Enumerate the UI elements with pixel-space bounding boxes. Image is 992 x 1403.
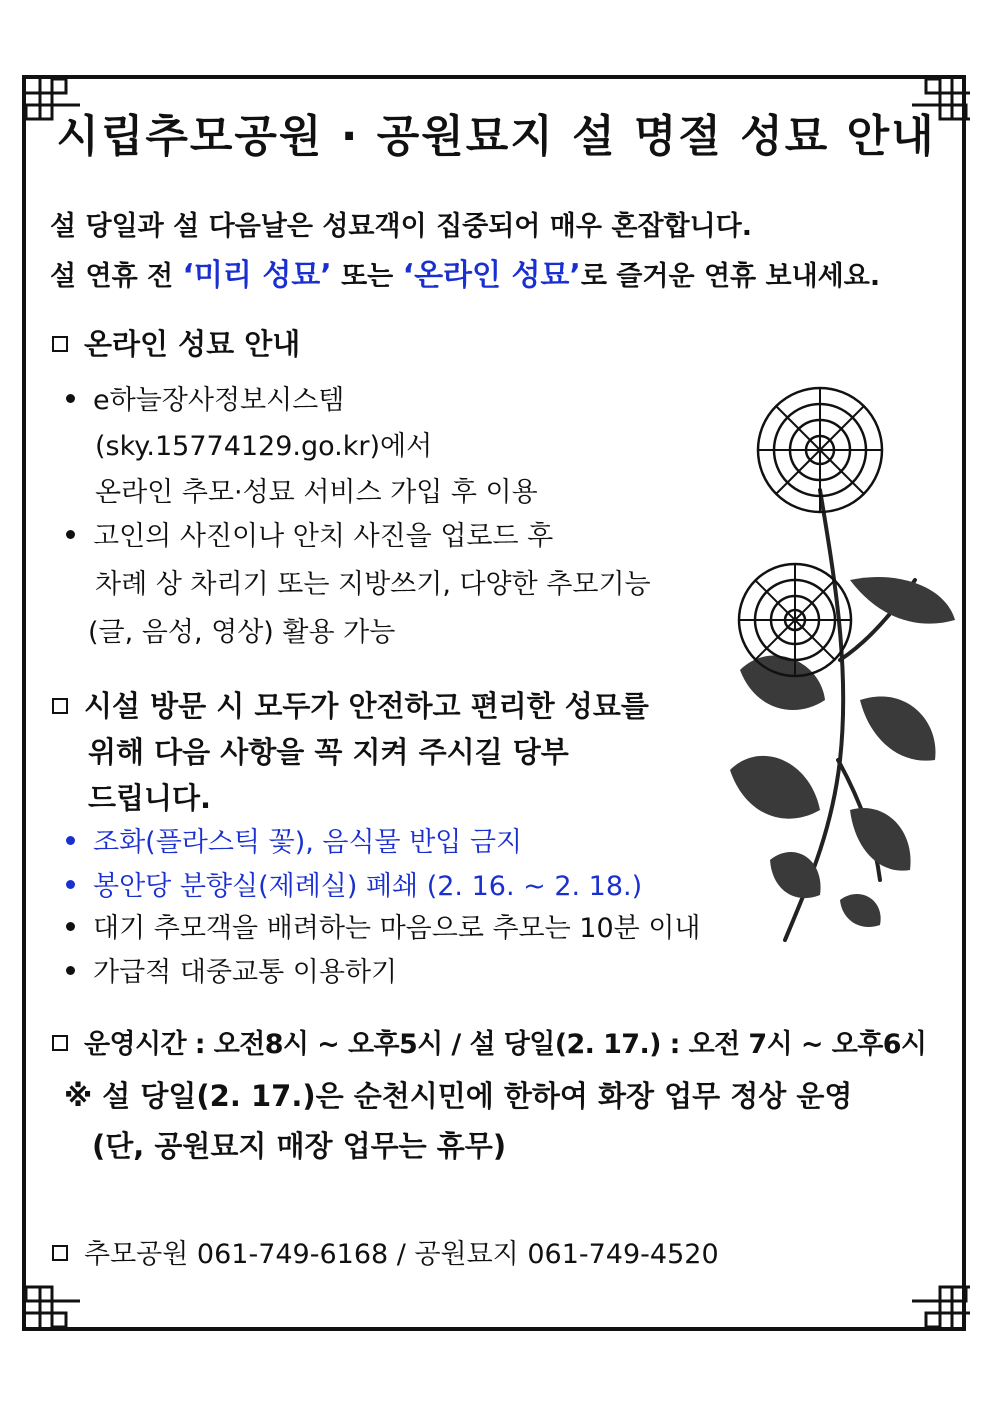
online-bullet-1-url: (sky.15774129.go.kr)에서 bbox=[95, 431, 433, 462]
visit-heading-cont: 위해 다음 사항을 꼭 지켜 주시길 당부 bbox=[88, 735, 569, 769]
square-icon bbox=[52, 1035, 68, 1051]
lattice-corner-icon bbox=[910, 1271, 970, 1331]
visit-item-4: 가급적 대중교통 이용하기 bbox=[66, 950, 397, 989]
contact-line: 추모공원 061-749-6168 / 공원묘지 061-749-4520 bbox=[52, 1232, 719, 1271]
square-icon bbox=[52, 336, 68, 352]
hours-note-2: (단, 공원묘지 매장 업무는 휴무) bbox=[92, 1129, 507, 1163]
visit-item-1: 조화(플라스틱 꽃), 음식물 반입 금지 bbox=[66, 820, 522, 859]
hours-note-1: ※ 설 당일(2. 17.)은 순천시민에 한하여 화장 업무 정상 운영 bbox=[64, 1079, 853, 1113]
visit-heading: 시설 방문 시 모두가 안전하고 편리한 성묘를 bbox=[52, 684, 649, 725]
highlight-online-visit: ‘온라인 성묘’ bbox=[402, 258, 581, 293]
intro-line-1: 설 당일과 설 다음날은 성묘객이 집중되어 매우 혼잡합니다. bbox=[50, 211, 753, 242]
intro-line-2: 설 연휴 전 ‘미리 성묘’ 또는 ‘온라인 성묘’로 즐거운 연휴 보내세요. bbox=[50, 258, 881, 293]
bullet-icon bbox=[66, 530, 75, 539]
bullet-icon bbox=[66, 394, 75, 403]
square-icon bbox=[52, 698, 68, 714]
square-icon bbox=[52, 1245, 68, 1261]
visit-heading-cont2: 드립니다. bbox=[88, 781, 212, 815]
hours-line: 운영시간 : 오전8시 ~ 오후5시 / 설 당일(2. 17.) : 오전 7시 ~ 오후6시 bbox=[52, 1022, 926, 1061]
chrysanthemum-icon bbox=[700, 340, 960, 950]
bullet-icon bbox=[66, 880, 75, 889]
online-bullet-2-cont2: (글, 음성, 영상) 활용 가능 bbox=[88, 617, 396, 648]
lattice-corner-icon bbox=[22, 1271, 82, 1331]
page-title: 시립추모공원 · 공원묘지 설 명절 성묘 안내 bbox=[56, 111, 936, 162]
online-bullet-2: 고인의 사진이나 안치 사진을 업로드 후 bbox=[66, 514, 553, 553]
highlight-advance-visit: ‘미리 성묘’ bbox=[182, 258, 332, 293]
bullet-icon bbox=[66, 966, 75, 975]
visit-item-2: 봉안당 분향실(제례실) 폐쇄 (2. 16. ~ 2. 18.) bbox=[66, 864, 642, 903]
online-bullet-2-cont: 차례 상 차리기 또는 지방쓰기, 다양한 추모기능 bbox=[95, 569, 651, 600]
online-bullet-1: e하늘장사정보시스템 bbox=[66, 378, 344, 417]
bullet-icon bbox=[66, 922, 75, 931]
online-heading: 온라인 성묘 안내 bbox=[52, 322, 300, 363]
bullet-icon bbox=[66, 836, 75, 845]
visit-item-3: 대기 추모객을 배려하는 마음으로 추모는 10분 이내 bbox=[66, 906, 701, 945]
online-bullet-1-cont: 온라인 추모·성묘 서비스 가입 후 이용 bbox=[95, 477, 538, 508]
